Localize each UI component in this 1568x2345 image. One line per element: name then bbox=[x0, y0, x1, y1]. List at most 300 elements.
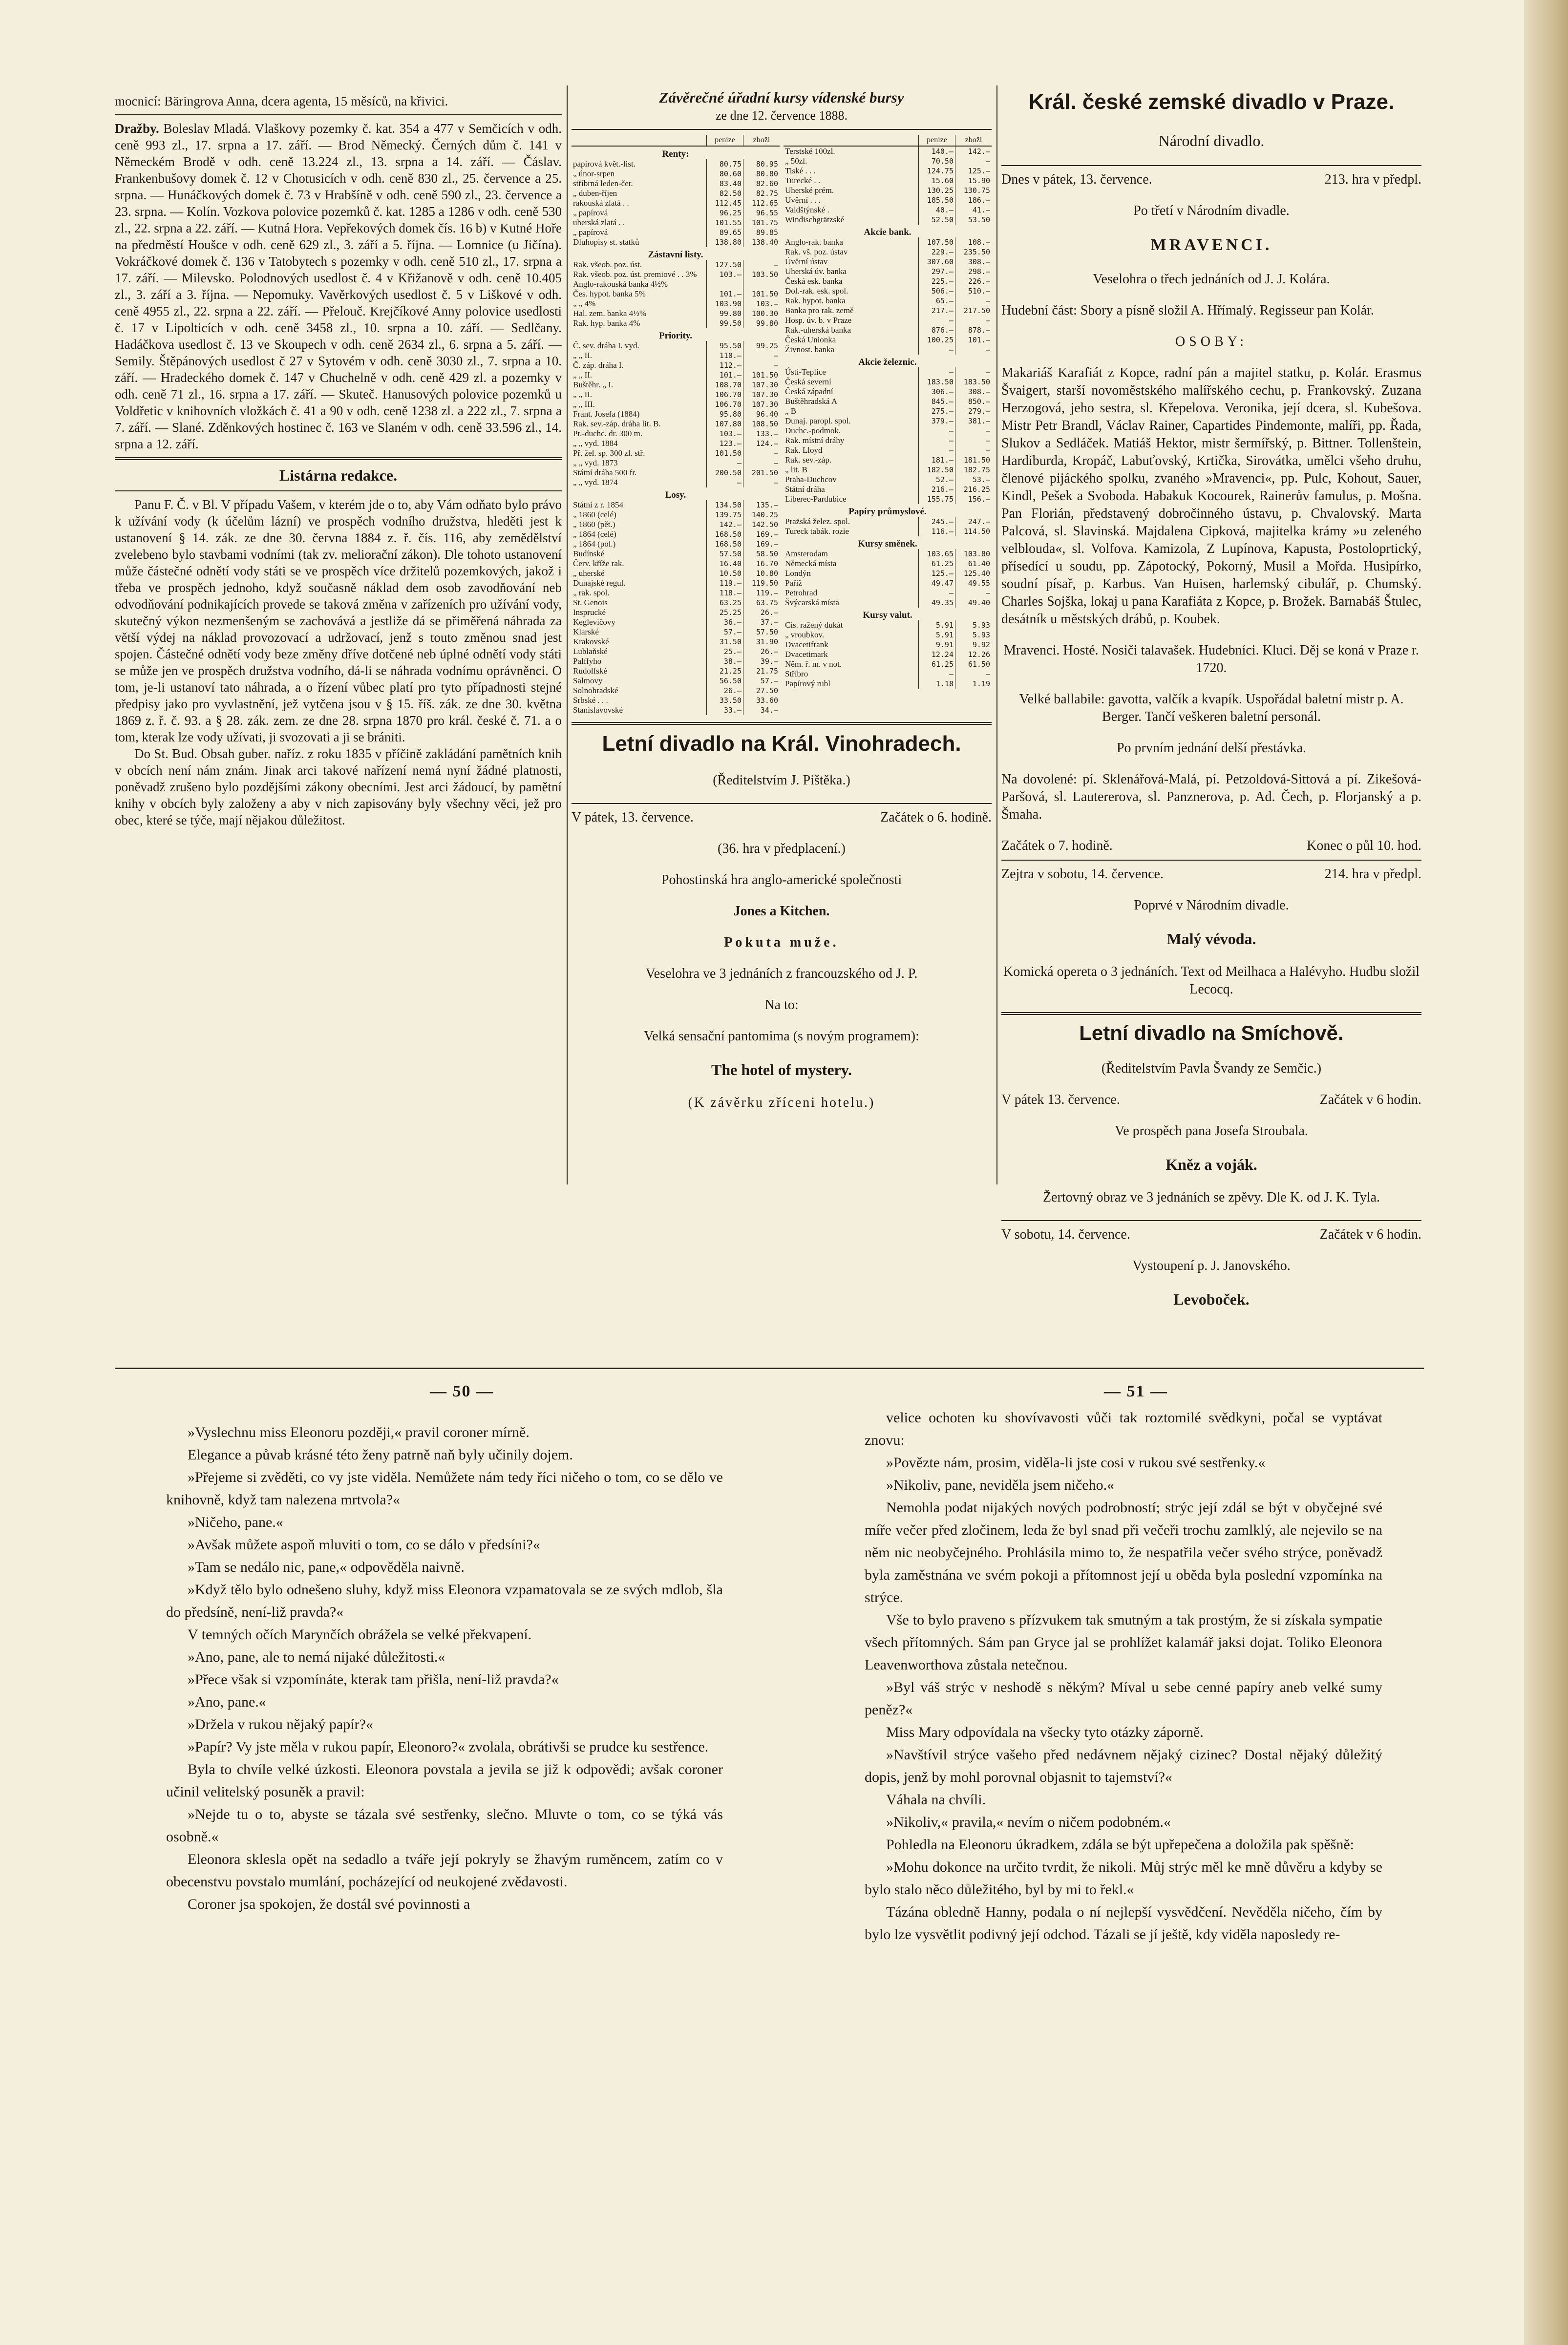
exchange-item: Hal. zem. banka 4½% bbox=[573, 309, 647, 318]
exchange-item: Turecké . . bbox=[785, 176, 821, 185]
exchange-row bbox=[784, 367, 992, 377]
smichov-benefit: Ve prospěch pana Josefa Stroubala. bbox=[1115, 1123, 1308, 1139]
exchange-ask: 82.60 bbox=[743, 179, 780, 189]
exchange-ask: — bbox=[743, 448, 780, 458]
exchange-item: Tureck tabák. rozie bbox=[785, 527, 849, 536]
exchange-row bbox=[784, 215, 992, 225]
story-paragraph: »Ničeho, pane.« bbox=[188, 1514, 283, 1530]
exchange-ask: 5.93 bbox=[955, 620, 992, 630]
exchange-ask: 53.— bbox=[955, 475, 992, 485]
exchange-bid: 101.— bbox=[707, 289, 743, 299]
exchange-ask: 124.— bbox=[743, 439, 780, 448]
exchange-ask: 140.25 bbox=[743, 510, 780, 520]
exchange-row bbox=[784, 316, 992, 325]
exchange-bid: 107.80 bbox=[707, 419, 743, 429]
story-right-page bbox=[865, 1407, 1382, 2330]
col-header: peníze bbox=[919, 135, 955, 146]
exchange-bid: 124.75 bbox=[919, 166, 955, 176]
divider bbox=[1001, 165, 1421, 166]
exchange-bid: 125.— bbox=[919, 569, 955, 578]
exchange-ask: 63.75 bbox=[743, 598, 780, 608]
exchange-row bbox=[572, 179, 780, 189]
smichov-play-2: Levoboček. bbox=[1173, 1290, 1250, 1308]
exchange-bid: 21.25 bbox=[707, 666, 743, 676]
exchange-bid: 95.80 bbox=[707, 409, 743, 419]
exchange-bid: — bbox=[919, 316, 955, 325]
story-paragraph: »Přece však si vzpomínáte, kterak tam přišla, není-liž pravda?« bbox=[188, 1671, 559, 1688]
exchange-bid: 56.50 bbox=[707, 676, 743, 686]
exchange-table-left bbox=[572, 135, 780, 715]
exchange-row bbox=[784, 186, 992, 195]
story-paragraph: »Ano, pane, ale to nemá nijaké důležitosti.« bbox=[188, 1649, 445, 1665]
exchange-row bbox=[784, 445, 992, 455]
smichov-director: (Ředitelstvím Pavla Švandy ze Semčic.) bbox=[1101, 1061, 1322, 1076]
exchange-bid: 106.70 bbox=[707, 390, 743, 400]
exchange-bid: 200.50 bbox=[707, 468, 743, 478]
exchange-ask: 119.50 bbox=[743, 578, 780, 588]
exchange-row bbox=[572, 529, 780, 539]
exchange-ask: 107.30 bbox=[743, 380, 780, 390]
exchange-bid: 61.25 bbox=[919, 559, 955, 569]
divider bbox=[572, 803, 992, 804]
exchange-item: Dvacetimark bbox=[785, 650, 828, 659]
exchange-ask: — bbox=[743, 351, 780, 360]
vinohrady-date-row bbox=[572, 809, 992, 826]
vinohrady-play: Pokuta muže. bbox=[724, 935, 839, 950]
vinohrady-director: (Ředitelstvím J. Pištěka.) bbox=[713, 773, 850, 788]
right-column bbox=[1001, 88, 1421, 1348]
exchange-ask: 101.— bbox=[955, 335, 992, 345]
exchange-item: Státní z r. 1854 bbox=[573, 500, 623, 509]
exchange-row bbox=[572, 478, 780, 487]
exchange-item: Úvěrní ústav bbox=[785, 257, 828, 266]
exchange-row bbox=[784, 306, 992, 316]
exchange-item: Uherská úv. banka bbox=[785, 267, 847, 276]
exchange-row bbox=[572, 686, 780, 696]
exchange-row bbox=[572, 146, 780, 159]
exchange-row bbox=[784, 475, 992, 485]
story-paragraph: »Držela v rukou nějaký papír?« bbox=[188, 1716, 373, 1732]
exchange-row bbox=[784, 416, 992, 426]
exchange-ask: 58.50 bbox=[743, 549, 780, 559]
exchange-row bbox=[784, 620, 992, 630]
exchange-bid: 99.80 bbox=[707, 309, 743, 318]
exchange-row bbox=[784, 296, 992, 306]
exchange-item: Buštěhradská A bbox=[785, 397, 838, 406]
exchange-row bbox=[572, 549, 780, 559]
exchange-ask: 99.25 bbox=[743, 341, 780, 351]
exchange-bid: — bbox=[919, 445, 955, 455]
exchange-row bbox=[784, 286, 992, 296]
col-header: peníze bbox=[707, 135, 743, 146]
exchange-row bbox=[572, 169, 780, 179]
exchange-row bbox=[572, 666, 780, 676]
story-paragraph: Miss Mary odpovídala na všecky tyto otázky záporně. bbox=[886, 1724, 1204, 1740]
exchange-ask: 217.50 bbox=[955, 306, 992, 316]
exchange-item: „ rak. spol. bbox=[573, 588, 610, 597]
exchange-ask: 298.— bbox=[955, 267, 992, 276]
exchange-title: Závěrečné úřadní kursy vídenské bursy bbox=[659, 89, 904, 106]
vinohrady-guest: Pohostinská hra anglo-americké společnosti bbox=[661, 872, 902, 887]
divider bbox=[115, 457, 562, 460]
exchange-item: Česká západní bbox=[785, 387, 833, 396]
national-end: Konec o půl 10. hod. bbox=[1307, 838, 1421, 853]
national-play-desc: Veselohra o třech jednáních od J. J. Kolára. bbox=[1093, 272, 1330, 287]
exchange-item: Klarské bbox=[573, 627, 599, 636]
exchange-item: St. Genois bbox=[573, 598, 608, 607]
exchange-bid: 33.50 bbox=[707, 696, 743, 705]
exchange-ask: — bbox=[743, 260, 780, 270]
exchange-ask: — bbox=[955, 436, 992, 445]
smichov-start: Začátek v 6 hodin. bbox=[1319, 1092, 1421, 1107]
exchange-row bbox=[572, 696, 780, 705]
divider bbox=[572, 722, 992, 725]
exchange-item: Valdštýnské . bbox=[785, 205, 829, 214]
exchange-row bbox=[572, 351, 780, 360]
exchange-ask: — bbox=[955, 588, 992, 598]
exchange-item: Ústí-Teplice bbox=[785, 367, 826, 377]
cast-extras: Mravenci. Hosté. Nosiči talavašek. Hudebníci. Kluci. Děj se koná v Praze r. 1720. bbox=[1004, 643, 1419, 676]
exchange-item: Anglo-rakouská banka 4½% bbox=[573, 279, 668, 289]
exchange-row bbox=[784, 195, 992, 205]
exchange-item: „ 1864 (pol.) bbox=[573, 539, 616, 549]
exchange-row bbox=[572, 260, 780, 270]
exchange-ask: 142.50 bbox=[743, 520, 780, 529]
story-paragraph: Byla to chvíle velké úzkosti. Eleonora povstala a jevila se již k odpovědi; avšak coroner učinil velitelský posuněk a pravil: bbox=[166, 1761, 723, 1800]
story-paragraph: Pohledla na Eleonoru úkradkem, zdála se být upřepečena a doložila pak spěšně: bbox=[886, 1837, 1354, 1853]
exchange-item: Rak. sev.-záp. dráha lit. B. bbox=[573, 419, 661, 428]
smichov-guest: Vystoupení p. J. Janovského. bbox=[1132, 1258, 1291, 1273]
exchange-item: Cís. ražený dukát bbox=[785, 620, 843, 630]
exchange-bid: 40.— bbox=[919, 205, 955, 215]
exchange-ask: 41.— bbox=[955, 205, 992, 215]
exchange-item: Č. sev. dráha I. vyd. bbox=[573, 341, 639, 350]
smichov-desc: Žertovný obraz ve 3 jednáních se zpěvy. Dle K. od J. K. Tyla. bbox=[1042, 1190, 1380, 1205]
national-num-2: 214. hra v předpl. bbox=[1324, 866, 1421, 882]
exchange-bid: 9.91 bbox=[919, 640, 955, 650]
exchange-row bbox=[784, 237, 992, 247]
exchange-item: „ duben-říjen bbox=[573, 189, 617, 198]
exchange-item: Rak. sev.-záp. bbox=[785, 455, 832, 465]
exchange-ask: 100.30 bbox=[743, 309, 780, 318]
exchange-ask: 101.50 bbox=[743, 370, 780, 380]
exchange-row bbox=[784, 156, 992, 166]
exchange-row bbox=[784, 549, 992, 559]
exchange-row bbox=[784, 377, 992, 387]
exchange-ask: 183.50 bbox=[955, 377, 992, 387]
exchange-row bbox=[572, 510, 780, 520]
exchange-item: Čes. hypot. banka 5% bbox=[573, 289, 646, 298]
exchange-row bbox=[572, 520, 780, 529]
national-time-row bbox=[1001, 837, 1421, 855]
exchange-ask: — bbox=[955, 669, 992, 679]
national-start: Začátek o 7. hodině. bbox=[1001, 838, 1113, 853]
exchange-ask: 34.— bbox=[743, 705, 780, 715]
exchange-bid: 1.18 bbox=[919, 679, 955, 689]
exchange-row bbox=[572, 309, 780, 318]
exchange-item: Rak. místní dráhy bbox=[785, 436, 845, 445]
exchange-bid: 107.50 bbox=[919, 237, 955, 247]
pause: Po prvním jednání delší přestávka. bbox=[1116, 740, 1307, 756]
exchange-ask: 133.— bbox=[743, 429, 780, 439]
exchange-bid: 108.70 bbox=[707, 380, 743, 390]
exchange-row bbox=[784, 536, 992, 549]
story-paragraph: »Avšak můžete aspoň mluviti o tom, co se dálo v předsíni?« bbox=[188, 1537, 540, 1553]
exchange-row bbox=[572, 318, 780, 328]
exchange-row bbox=[572, 569, 780, 578]
vinohrady-start: Začátek o 6. hodině. bbox=[880, 810, 992, 825]
exchange-item: Rak. všeob. poz. úst. bbox=[573, 260, 642, 269]
exchange-row bbox=[784, 650, 992, 659]
exchange-item: „ 1864 (celé) bbox=[573, 529, 616, 539]
story-paragraph: Elegance a půvab krásné této ženy patrně naň byly učinily dojem. bbox=[188, 1447, 573, 1463]
divider bbox=[1001, 1220, 1421, 1221]
story-paragraph: V temných očích Marynčích obrážela se velké překvapení. bbox=[188, 1627, 532, 1643]
exchange-item: Dunajské regul. bbox=[573, 578, 626, 588]
exchange-bid: 118.— bbox=[707, 588, 743, 598]
exchange-bid: 142.— bbox=[707, 520, 743, 529]
exchange-row bbox=[784, 608, 992, 620]
exchange-bid: 140.— bbox=[919, 146, 955, 156]
exchange-bid: 38.— bbox=[707, 656, 743, 666]
exchange-item: Solnohradské bbox=[573, 686, 618, 695]
exchange-row bbox=[572, 705, 780, 715]
exchange-item: Dunaj. paropl. spol. bbox=[785, 416, 851, 425]
exchange-row bbox=[784, 267, 992, 276]
exchange-row bbox=[784, 494, 992, 504]
exchange-ask: 96.55 bbox=[743, 208, 780, 218]
exchange-item: Liberec-Pardubice bbox=[785, 494, 847, 504]
death-notice: mocnicí: Bäringrova Anna, dcera agenta, 15 měsíců, na křivici. bbox=[115, 94, 448, 108]
exchange-ask: 510.— bbox=[955, 286, 992, 296]
exchange-bid: — bbox=[919, 669, 955, 679]
exchange-item: „ „ 4% bbox=[573, 299, 596, 308]
exchange-bid: 229.— bbox=[919, 247, 955, 257]
exchange-row bbox=[784, 276, 992, 286]
exchange-item: Budínské bbox=[573, 549, 605, 558]
exchange-item: Rak. hyp. banka 4% bbox=[573, 318, 640, 328]
exchange-row bbox=[572, 468, 780, 478]
exchange-item: Uherské prém. bbox=[785, 186, 834, 195]
exchange-row bbox=[572, 647, 780, 656]
exchange-row bbox=[572, 656, 780, 666]
smichov-day: V pátek 13. července. bbox=[1001, 1092, 1120, 1107]
exchange-bid: 101.55 bbox=[707, 218, 743, 228]
exchange-ask: 39.— bbox=[743, 656, 780, 666]
cast-list: Makariáš Karafiát z Kopce, radní pán a majitel statku, p. Kolár. Erasmus Švaigert, starší novoměstského malířského cechu, p. Frankovský. Zuzana Herzogová, jeho sestra, sl. Křepelova. Veronika, její dcera, sl. Kubešova. Mistr Petr Brandl, Václav Rainer, Capartides Pindemonte, malíři, pp. Řada, Slukov a Sedláček. Matiáš Hektor, mistr šermířský, p. Bittner. Tollenštein, Hardiburda, Kropáč, Labuťovský, Krtička, Sirovátka, umělci všeho druhu, členové pijáckého spolku, zvaného »Mravenci«, pp. Pulc, Kohout, Sauer, Kindl, Pešek a Svoboda. Habakuk Kocourek, Rainerův famulus, p. Mošna. Pan Florián, představený dobročinného ústavu, p. Chvalovský. Marta Palcová, sl. Slavinská. Majdalena Cipková, majitelka krámy »u zeleného velblouda«, sl. Volfova. Kamizola, Z Lupínova, Kapusta, Postoloprtický, přísedící u soudu, pp. Zápotocký, Pokorný, Musil a Mořda. Husipírko, soudní písař, p. Karbus. Van Huisen, harlemský cibulář, p. Chumský. Charles Sojška, lokaj u pana Karafiáta z Kopce, p. Brožek. Barnabáš Štulec, desátník u městských drábů, p. Koubek. bbox=[1001, 365, 1421, 627]
exchange-row bbox=[784, 588, 992, 598]
divider bbox=[572, 129, 992, 130]
exchange-row bbox=[784, 387, 992, 397]
exchange-section-title: Priority. bbox=[658, 331, 693, 341]
exchange-ask: 156.— bbox=[955, 494, 992, 504]
exchange-bid: 127.50 bbox=[707, 260, 743, 270]
exchange-item: Petrohrad bbox=[785, 588, 818, 597]
exchange-row bbox=[572, 627, 780, 637]
exchange-row bbox=[784, 578, 992, 588]
exchange-bid: 245.— bbox=[919, 517, 955, 527]
exchange-ask bbox=[743, 279, 780, 289]
exchange-row bbox=[784, 504, 992, 517]
exchange-ask: 108.— bbox=[955, 237, 992, 247]
exchange-row bbox=[572, 539, 780, 549]
exchange-item: „ „ vyd. 1884 bbox=[573, 439, 618, 448]
exchange-row bbox=[572, 390, 780, 400]
exchange-item: Pr.-duchc. dr. 300 m. bbox=[573, 429, 643, 438]
divider bbox=[115, 490, 562, 491]
exchange-ask: 33.60 bbox=[743, 696, 780, 705]
exchange-row bbox=[784, 225, 992, 237]
exchange-row bbox=[572, 341, 780, 351]
national-sub: Národní divadlo. bbox=[1158, 132, 1265, 149]
exchange-row bbox=[572, 637, 780, 647]
exchange-item: „ „ II. bbox=[573, 351, 593, 360]
exchange-ask: — bbox=[955, 296, 992, 306]
auctions-text: Boleslav Mladá. Vlaškovy pozemky č. kat. 354 a 477 v Semčicích v odh. ceně 993 zl., 17. srpna a 17. září. — Brod Německý. Černých dům č. 141 v Německém Brodě v odh. ceně 13.224 zl., 13. srpna a 14. září. — Čáslav. Frankenbušovy domek č. 12 v Chotusicích v odh. ceně 830 zl., 25. července a 25. srpna. — Hunáčkových domek č. 73 v Hrabšíně v odh. ceně 590 zl., 23. července a 23. srpna. — Kolín. Vozkova polovice pozemků č. kat. 1285 a 1286 v odh. ceně 530 zl., 22. srpna a 22. září. — Kutná Hora. Vepřekových domek čís. 16 b) v Kutné Hoře na předměstí Houšce v odh. ceně 629 zl., 3. září a 5. října. — Lomnice (u Jičína). Vokráčkové domek č. 136 v Tatobytech s pozemky v odh. ceně 510 zl., 17. srpna a 17. září. — Milevsko. Polodnových usedlost č. 4 v Křižanově v odh. ceně 10.405 zl., 3. září a 3. října. — Nepomuky. Vavěrkových usedlost č. 5 v Liškové v odh. ceně 4955 zl., 22. srpna a 22. září. — Přelouč. Krejčíkové Anny polovice usedlosti č. 17 v Lipolticích v odh. ceně 3458 zl., 10. srpna a 10. září. — Sedlčany. Hadáčkova usedlost č. 13 ve Skoupech v odh. ceně 2634 zl., 6. srpna a 5. září. — Semily. Štěpánových usedlost č 27 v Sytovém v odh. ceně 3030 zl., 7. srpna a 10. září. — Hradeckého domek č. 147 v Chuchelně v odh. ceně 429 zl. a pozemky v odh. ceně 71 zl., 16. srpna a 17. září. — Skuteč. Hanusových polovice pozemků u Voldřetic v knihovních vložkách č. 41 a 90 v odh. ceně 1238 zl. a 222 zl., 7. srpna a 7. září. — Slané. Zděnkových hostinec č. 163 ve Slaném v odh. ceně 33.596 zl., 14. srpna a 12. září. bbox=[115, 121, 562, 451]
exchange-section-title: Zástavní listy. bbox=[648, 250, 703, 260]
exchange-section-title: Akcie železnic. bbox=[858, 357, 917, 367]
exchange-row bbox=[572, 500, 780, 510]
exchange-row bbox=[784, 205, 992, 215]
col-header: zboží bbox=[743, 135, 780, 146]
exchange-item: Krakovské bbox=[573, 637, 609, 646]
national-date-row bbox=[1001, 171, 1421, 189]
exchange-bid: — bbox=[919, 367, 955, 377]
vinohrady-day: V pátek, 13. července. bbox=[572, 810, 694, 825]
exchange-row bbox=[572, 578, 780, 588]
exchange-row bbox=[572, 270, 780, 279]
exchange-row bbox=[572, 458, 780, 468]
exchange-item: Londýn bbox=[785, 569, 811, 578]
exchange-item: „ 1860 (celé) bbox=[573, 510, 616, 519]
editorial-title: Listárna redakce. bbox=[279, 466, 398, 484]
exchange-tables bbox=[572, 135, 992, 715]
exchange-ask: 26.— bbox=[743, 647, 780, 656]
story-paragraph: »Tam se nedálo nic, pane,« odpověděla naivně. bbox=[188, 1559, 465, 1575]
exchange-row bbox=[572, 409, 780, 419]
exchange-ask: 181.50 bbox=[955, 455, 992, 465]
exchange-item: „ uherské bbox=[573, 569, 605, 578]
exchange-item: Č. záp. dráha I. bbox=[573, 360, 624, 370]
exchange-bid: 138.80 bbox=[707, 237, 743, 247]
exchange-item: Rak. hypot. banka bbox=[785, 296, 846, 305]
exchange-item: uherská zlatá . . bbox=[573, 218, 625, 227]
page-number-right: — 51 — bbox=[1104, 1382, 1168, 1400]
exchange-item: „ B bbox=[785, 406, 797, 416]
exchange-ask: 89.85 bbox=[743, 228, 780, 237]
exchange-row bbox=[572, 208, 780, 218]
exchange-item: „ únor-srpen bbox=[573, 169, 615, 178]
exchange-ask: 142.— bbox=[955, 146, 992, 156]
national-third: Po třetí v Národním divadle. bbox=[1133, 203, 1290, 218]
story-paragraph: »Navštívil strýce vašeho před nedávnem nějaký cizinec? Dostal nějaký důležitý dopis, jenž by mohl porovnal objasnit to tajemství?« bbox=[865, 1747, 1382, 1785]
story-paragraph: »Papír? Vy jste měla v rukou papír, Eleonoro?« zvolala, obrátivši se prudce ku sestřence. bbox=[188, 1739, 709, 1755]
story-paragraph: velice ochoten ku shovívavosti vůči tak roztomilé svědkyni, počal se vyptávat znovu: bbox=[865, 1410, 1382, 1448]
exchange-item: Dvacetifrank bbox=[785, 640, 828, 649]
story-paragraph: Vše to bylo praveno s přízvukem tak smutným a tak prostým, že si získala sympatie všech přítomných. Sám pan Gryce jal se prohlížet kalamář jaksi dojat. Toliko Eleonora Leavenworthova zůstala netečnou. bbox=[865, 1612, 1382, 1673]
exchange-item: Státní dráha bbox=[785, 485, 825, 494]
smichov-date-row-2 bbox=[1001, 1226, 1421, 1244]
exchange-item: „ vroubkov. bbox=[785, 630, 825, 639]
exchange-ask: 53.50 bbox=[955, 215, 992, 225]
page-edge bbox=[1524, 0, 1568, 2345]
story-paragraph: »Když tělo bylo odnešeno sluhy, když miss Eleonora vzpamatovala se ze svých mdlob, šla do předsíně, není-liž pravda?« bbox=[166, 1582, 723, 1620]
editorial-paragraph: Panu F. Č. v Bl. V případu Vašem, v kterém jde o to, aby Vám odňato bylo právo k užívání vody (k účelům lázní) ve prospěch vodního družstva, hleděti jest k ustanovení § 14. zák. ze dne 30. června 1884 z. ř. čís. 116, aby zemědělství zvelebeno bylo stavbami vodními (tak zv. meliorační zákon). Dle tohoto ustanovení může částečné odnětí vody státi se ve prospěch více držitelů pozemkových, jakož i třeba ve prospěch jednoho, když současně náklad dem osob zavodňování neb odvodňování podnikajících provede se taková změna v zařízeních pro užívání vody, skutečný výkon nezmenšeným se zachovává a jestliže dá se přiměřená náhrada za větší výdej na náklad provozovací a udržovací, jenž s touto změnou snad jest spojen. Částečné odnětí vody beze změny dříve dotčené neb úplné odnětí vody státi se může jen ve prospěch družstva vodního, dá-li se náhrada vodnímu oprávněnci. O tom, je-li ustanoví tato náhrada, a o řízení vůbec platí pro tyto případnosti stejné předpisy jako pro vyvlastnění, jež vytčena jsou v § 15. říš. zák. ze dne 30. května 1869 z. ř. č. 93. a § 28. zák. zem. ze dne 28. srpna 1870 pro král. české č. 71. a o tom, kterak lze vody užívati, ji svozovati a ji se brániti. bbox=[115, 497, 562, 744]
exchange-row bbox=[572, 299, 780, 309]
exchange-item: Dol.-rak. esk. spol. bbox=[785, 286, 848, 296]
exchange-row bbox=[784, 335, 992, 345]
exchange-section-title: Papíry průmyslové. bbox=[848, 507, 927, 517]
exchange-bid: 306.— bbox=[919, 387, 955, 397]
exchange-ask: 279.— bbox=[955, 406, 992, 416]
exchange-row bbox=[572, 429, 780, 439]
exchange-item: Švýcarská místa bbox=[785, 598, 839, 607]
exchange-ask: 247.— bbox=[955, 517, 992, 527]
left-column bbox=[115, 93, 562, 1343]
exchange-bid: 36.— bbox=[707, 617, 743, 627]
exchange-ask: 99.80 bbox=[743, 318, 780, 328]
exchange-section-title: Kursy valut. bbox=[863, 610, 912, 620]
exchange-row bbox=[572, 159, 780, 169]
exchange-ask: 107.30 bbox=[743, 390, 780, 400]
vinohrady-theatre bbox=[572, 730, 992, 1112]
vinohrady-company: Jones a Kitchen. bbox=[733, 904, 830, 919]
auctions-section bbox=[115, 120, 562, 452]
divider bbox=[1001, 860, 1421, 861]
exchange-bid: 307.60 bbox=[919, 257, 955, 267]
exchange-item: „ 1860 (pět.) bbox=[573, 520, 615, 529]
exchange-bid: 103.90 bbox=[707, 299, 743, 309]
auctions-title: Dražby. bbox=[115, 121, 159, 136]
exchange-row bbox=[572, 218, 780, 228]
national-num: 213. hra v předpl. bbox=[1324, 172, 1421, 187]
exchange-ask: 103.80 bbox=[955, 549, 992, 559]
exchange-bid: 100.25 bbox=[919, 335, 955, 345]
exchange-ask: 96.40 bbox=[743, 409, 780, 419]
exchange-ask: 80.95 bbox=[743, 159, 780, 169]
exchange-row bbox=[784, 426, 992, 436]
exchange-bid: — bbox=[919, 345, 955, 355]
exchange-item: Uvěrní . . . bbox=[785, 195, 821, 205]
exchange-ask: 103.— bbox=[743, 299, 780, 309]
exchange-item: Keglevičovy bbox=[573, 617, 615, 627]
exchange-bid: 123.— bbox=[707, 439, 743, 448]
exchange-table-right-wrap bbox=[784, 135, 992, 715]
exchange-bid: 217.— bbox=[919, 306, 955, 316]
national-day: Dnes v pátek, 13. července. bbox=[1001, 172, 1152, 187]
exchange-section-title: Akcie bank. bbox=[864, 227, 911, 237]
exchange-bid: 57.50 bbox=[707, 549, 743, 559]
exchange-bid: 80.60 bbox=[707, 169, 743, 179]
exchange-bid: 110.— bbox=[707, 351, 743, 360]
exchange-bid: 25.25 bbox=[707, 608, 743, 617]
exchange-item: stříbrná leden-čer. bbox=[573, 179, 633, 188]
story-paragraph: »Nikoliv, pane, neviděla jsem ničeho.« bbox=[886, 1477, 1115, 1493]
exchange-item: Rak. vš. poz. ústav bbox=[785, 247, 848, 256]
exchange-ask: 169.— bbox=[743, 539, 780, 549]
smichov-date-row bbox=[1001, 1091, 1421, 1109]
exchange-item: Něm. ř. m. v not. bbox=[785, 659, 842, 669]
exchange-ask: 15.90 bbox=[955, 176, 992, 186]
exchange-bid: 70.50 bbox=[919, 156, 955, 166]
story-paragraph: Eleonora sklesla opět na sedadlo a tváře její pokryly se žhavým ruměncem, zatím co v obecenstvu povstalo mumlání, pocházející od neukojené zvědavosti. bbox=[166, 1851, 723, 1890]
exchange-ask: 10.80 bbox=[743, 569, 780, 578]
exchange-bid: 52.50 bbox=[919, 215, 955, 225]
exchange-item: „ „ vyd. 1873 bbox=[573, 458, 618, 467]
exchange-bid: 506.— bbox=[919, 286, 955, 296]
exchange-bid: — bbox=[919, 588, 955, 598]
smichov-start-2: Začátek v 6 hodin. bbox=[1319, 1227, 1421, 1242]
